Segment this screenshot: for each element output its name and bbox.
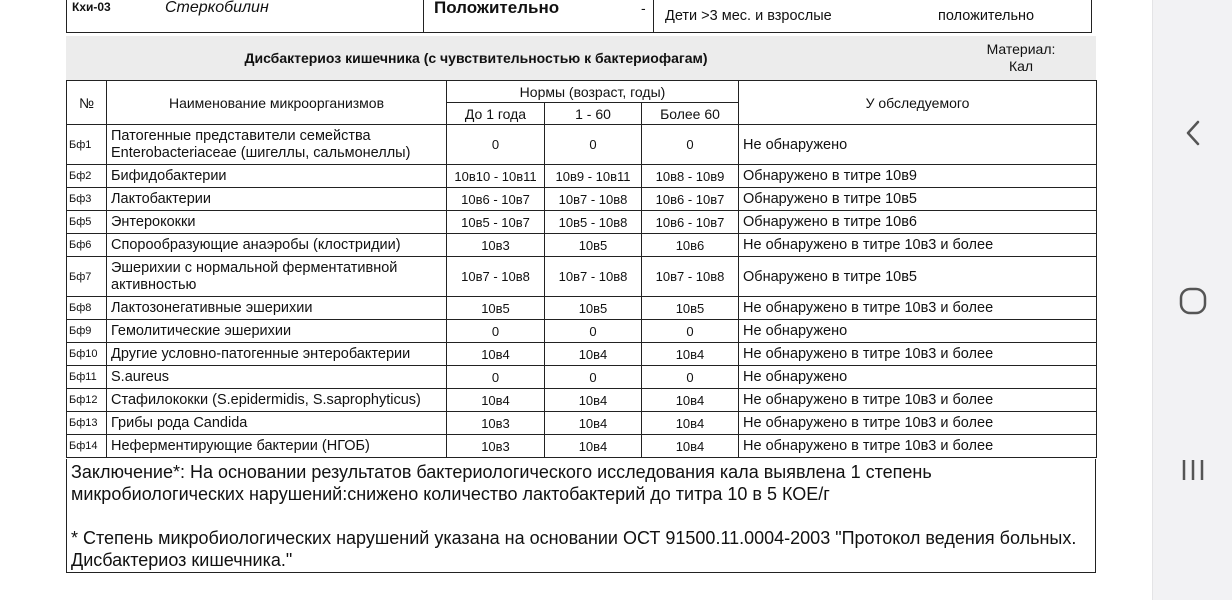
table-row (67, 188, 1097, 211)
table-row (67, 297, 1097, 320)
norm-1-60: 10в4 (545, 343, 642, 366)
norm-over-60: 10в4 (642, 412, 739, 435)
patient-result: Не обнаружено (739, 125, 1097, 165)
norm-under-1: 10в5 (447, 297, 545, 320)
row-name: Стеркобилин (165, 0, 269, 16)
norm-over-60: 10в6 (642, 234, 739, 257)
material-value: Кал (1008, 58, 1034, 74)
norm-over-60: 10в6 - 10в7 (642, 211, 739, 234)
microorganism-name: Лактобактерии (107, 188, 447, 211)
row-dash: - (641, 0, 646, 16)
microorganism-name: S.aureus (107, 366, 447, 389)
patient-result: Обнаружено в титре 10в6 (739, 211, 1097, 234)
back-button[interactable] (1173, 113, 1213, 153)
back-icon (1183, 118, 1203, 148)
patient-result: Обнаружено в титре 10в5 (739, 188, 1097, 211)
table-row (67, 211, 1097, 234)
table-row (67, 165, 1097, 188)
norm-over-60: 10в4 (642, 435, 739, 458)
row-code: Бф9 (67, 320, 107, 343)
microorganism-name: Спорообразующие анаэробы (клостридии) (107, 234, 447, 257)
row-code: Бф1 (67, 125, 107, 165)
table-row (67, 435, 1097, 458)
norm-1-60: 10в5 (545, 234, 642, 257)
header-age-2: 1 - 60 (545, 103, 642, 125)
norm-under-1: 10в10 - 10в11 (447, 165, 545, 188)
norm-over-60: 10в6 - 10в7 (642, 188, 739, 211)
row-code: Бф14 (67, 435, 107, 458)
microorganism-name: Эшерихии с нормальной ферментативной активностью (107, 257, 447, 297)
patient-result: Не обнаружено в титре 10в3 и более (739, 343, 1097, 366)
table-row (67, 234, 1097, 257)
patient-result: Не обнаружено в титре 10в3 и более (739, 234, 1097, 257)
norm-under-1: 0 (447, 125, 545, 165)
norm-over-60: 10в4 (642, 343, 739, 366)
norm-over-60: 10в7 - 10в8 (642, 257, 739, 297)
row-age-group: Дети >3 мес. и взрослые (665, 8, 832, 24)
patient-result: Обнаружено в титре 10в5 (739, 257, 1097, 297)
norm-under-1: 10в6 - 10в7 (447, 188, 545, 211)
norm-1-60: 0 (545, 125, 642, 165)
norm-1-60: 10в5 - 10в8 (545, 211, 642, 234)
norm-over-60: 10в4 (642, 389, 739, 412)
table-row (67, 257, 1097, 297)
norm-under-1: 10в4 (447, 389, 545, 412)
norm-1-60: 10в7 - 10в8 (545, 188, 642, 211)
table-row (67, 125, 1097, 165)
norm-under-1: 0 (447, 320, 545, 343)
norm-under-1: 10в3 (447, 435, 545, 458)
dysbacteriosis-table (66, 80, 1097, 458)
table-row (67, 389, 1097, 412)
norm-under-1: 10в5 - 10в7 (447, 211, 545, 234)
row-code: Бф10 (67, 343, 107, 366)
norm-under-1: 10в4 (447, 343, 545, 366)
norm-under-1: 10в7 - 10в8 (447, 257, 545, 297)
norm-1-60: 0 (545, 320, 642, 343)
norm-over-60: 0 (642, 366, 739, 389)
patient-result: Обнаружено в титре 10в9 (739, 165, 1097, 188)
norm-1-60: 10в7 - 10в8 (545, 257, 642, 297)
norm-over-60: 0 (642, 125, 739, 165)
norm-1-60: 10в4 (545, 435, 642, 458)
patient-result: Не обнаружено в титре 10в3 и более (739, 297, 1097, 320)
row-code: Бф6 (67, 234, 107, 257)
patient-result: Не обнаружено в титре 10в3 и более (739, 389, 1097, 412)
header-patient: У обследуемого (739, 81, 1097, 125)
conclusion-block (66, 459, 1096, 573)
header-age-3: Более 60 (642, 103, 739, 125)
material-label: Материал: (986, 41, 1056, 57)
row-code: Бф13 (67, 412, 107, 435)
norm-under-1: 10в3 (447, 412, 545, 435)
table-row (67, 366, 1097, 389)
microorganism-name: Патогенные представители семейства Enterobacteriaceae (шигеллы, сальмонеллы) (107, 125, 447, 165)
microorganism-name: Гемолитические эшерихии (107, 320, 447, 343)
norm-over-60: 10в5 (642, 297, 739, 320)
recents-icon (1178, 455, 1208, 485)
microorganism-name: Бифидобактерии (107, 165, 447, 188)
microorganism-name: Энтерококки (107, 211, 447, 234)
row-code: Бф3 (67, 188, 107, 211)
norm-under-1: 0 (447, 366, 545, 389)
norm-1-60: 0 (545, 366, 642, 389)
table-row (67, 320, 1097, 343)
header-norms: Нормы (возраст, годы) (447, 81, 739, 103)
microorganism-name: Лактозонегативные эшерихии (107, 297, 447, 320)
system-nav-bar (1152, 0, 1232, 600)
microorganism-name: Стафилококки (S.epidermidis, S.saprophyticus) (107, 389, 447, 412)
norm-1-60: 10в9 - 10в11 (545, 165, 642, 188)
patient-result: Не обнаружено в титре 10в3 и более (739, 435, 1097, 458)
material-info (966, 41, 1076, 75)
row-result: Положительно (434, 0, 560, 17)
section-title: Дисбактериоз кишечника (с чувствительностью к бактериофагам) (244, 50, 708, 66)
section-header (66, 36, 1096, 80)
row-code: Бф8 (67, 297, 107, 320)
row-code: Бф12 (67, 389, 107, 412)
row-code: Кхи-03 (72, 0, 111, 14)
previous-test-row (66, 0, 1092, 33)
microorganism-name: Неферментирующие бактерии (НГОБ) (107, 435, 447, 458)
header-age-1: До 1 года (447, 103, 545, 125)
norm-under-1: 10в3 (447, 234, 545, 257)
row-code: Бф2 (67, 165, 107, 188)
microorganism-name: Грибы рода Candida (107, 412, 447, 435)
row-code: Бф11 (67, 366, 107, 389)
norm-over-60: 10в8 - 10в9 (642, 165, 739, 188)
microorganism-name: Другие условно-патогенные энтеробактерии (107, 343, 447, 366)
patient-result: Не обнаружено в титре 10в3 и более (739, 412, 1097, 435)
home-button[interactable] (1173, 281, 1213, 321)
row-code: Бф5 (67, 211, 107, 234)
table-row (67, 412, 1097, 435)
header-name: Наименование микроорганизмов (107, 81, 447, 125)
norm-over-60: 0 (642, 320, 739, 343)
row-norm: положительно (938, 8, 1035, 24)
patient-result: Не обнаружено (739, 320, 1097, 343)
norm-1-60: 10в4 (545, 412, 642, 435)
norm-1-60: 10в4 (545, 389, 642, 412)
header-num: № (67, 81, 107, 125)
home-icon (1178, 286, 1208, 316)
norm-1-60: 10в5 (545, 297, 642, 320)
conclusion-text: Заключение*: На основании результатов бактериологического исследования кала выявлена 1 степень микробиологических нарушений:снижено количество лактобактерий до титра 10 в 5 КОЕ/г (71, 462, 932, 504)
patient-result: Не обнаружено (739, 366, 1097, 389)
row-code: Бф7 (67, 257, 107, 297)
recents-button[interactable] (1173, 450, 1213, 490)
table-row (67, 343, 1097, 366)
footnote-text: * Степень микробиологических нарушений указана на основании ОСТ 91500.11.0004-2003 "Протокол ведения больных. Дисбактериоз кишечника." (71, 528, 1077, 570)
